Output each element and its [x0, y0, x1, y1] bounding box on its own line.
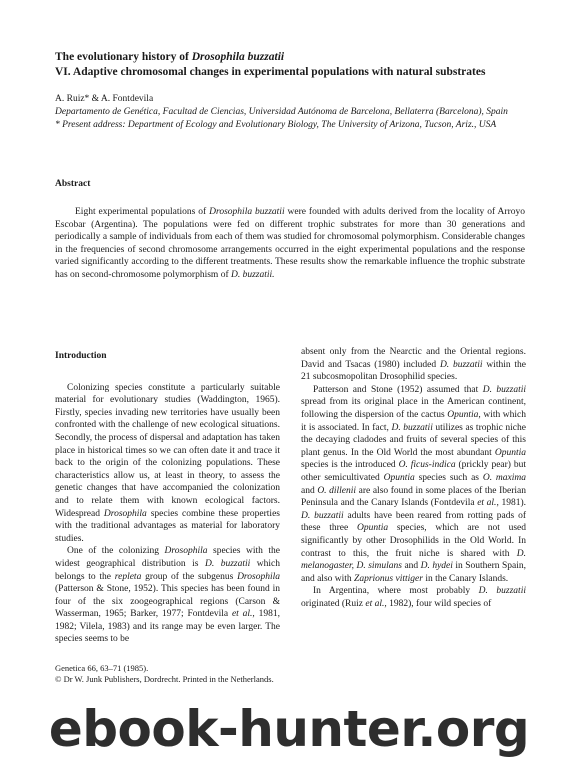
title-line-2: VI. Adaptive chromosomal changes in experimental populations with natural substrates — [55, 66, 486, 78]
author-block — [55, 93, 535, 131]
right-paragraph-1: Patterson and Stone (1952) assumed that D. buzzatii spread from its original place in the American continent, following the dispersion of the cactus Opuntia, with which it is associated. In fact, D. buzzatii utilizes as trophic niche the decaying cladodes and fruits of several species of this plant genus. In the Old World the most abundant Opuntia species is the introduced O. ficus-indica (prickly pear) but other semicultivated Opuntia species such as O. maxima and O. dillenii are also found in some places of the Iberian Peninsula and the Canary Islands (Fontdevila et al., 1981). D. buzzatii adults have been reared from rotting pads of these three Opuntia species, which are not used significantly by other Drosophilids in the Old World. In contrast to this, the fruit niche is shared with D. melanogaster, D. simulans and D. hydei in Southern Spain, and also with Zaprionus vittiger in the Canary Islands. — [301, 384, 527, 584]
title-species: Drosophila buzzatii — [191, 51, 285, 63]
journal-citation: Genetica 66, 63–71 (1985). — [55, 663, 149, 673]
affiliation: Departamento de Genética, Facultad de Ciencias, Universidad Autónoma de Barcelona, Bellaterra (Barcelona), Spain — [55, 106, 508, 117]
title-line-1: The evolutionary history of Drosophila buzzatii — [55, 51, 285, 63]
intro-paragraph-2: One of the colonizing Drosophila species with the widest geographical distribution is D. buzzatii which belongs to the repleta group of the subgenus Drosophila (Patterson & Stone, 1952). This species has been found in four of the six zoogeographical regions (Carson & Wasserman, 1965; Barker, 1977; Fontdevila et al., 1981, 1982; Vilela, 1983) and its range may be even larger. The species seems to be — [55, 546, 281, 645]
watermark-text: ebook-hunter.org — [48, 700, 530, 758]
paper-title — [55, 50, 555, 80]
present-address: * Present address: Department of Ecology and Evolutionary Biology, The University of Arizona, Tucson, Ariz., USA — [55, 119, 497, 130]
author-names: A. Ruiz* & A. Fontdevila — [55, 94, 154, 104]
intro-paragraph-1: Colonizing species constitute a particularly suitable material for evolutionary studies (Waddington, 1965). Firstly, species invading new territories have usually been confronted with the challenge of new ecological situations. Secondly, the process of dispersal and adaptation has taken place in historical times so we can often date it and trace it back to the origin of the colonizing populations. These characteristics allow us, at least in theory, to assess the genetic changes that have accompanied the colonization and to relate them with known ecological factors. Widespread Drosophila species combine these properties with the traditional advantages as material for laboratory studies. — [55, 382, 280, 544]
publication-footer — [55, 663, 274, 685]
right-column — [301, 346, 526, 610]
right-paragraph-0: absent only from the Nearctic and the Oriental regions. David and Tsacas (1980) included D. buzzatii within the 21 subcosmopolitan Drosophilid species. — [301, 347, 526, 383]
abstract-text: Eight experimental populations of Drosophila buzzatii were founded with adults derived from the locality of Arroyo Escobar (Argentina). The populations were fed on different trophic substrates for more than 30 generations and periodically a sample of individuals from each of them was studied for chromosomal polymorphism. Considerable changes in the frequencies of second chromosome arrangements occurred in the eight experimental populations and the response varied significantly according to the different treatments. These results show the remarkable influence the trophic substrate has on second-chromosome polymorphism of D. buzzatii. — [55, 207, 525, 280]
left-column — [55, 350, 280, 646]
abstract-heading: Abstract — [55, 179, 91, 189]
right-paragraph-2: In Argentina, where most probably D. buzzatii originated (Ruiz et al., 1982), four wild species of — [301, 586, 526, 609]
copyright-line: © Dr W. Junk Publishers, Dordrecht. Printed in the Netherlands. — [55, 674, 274, 684]
introduction-heading: Introduction — [55, 351, 107, 361]
